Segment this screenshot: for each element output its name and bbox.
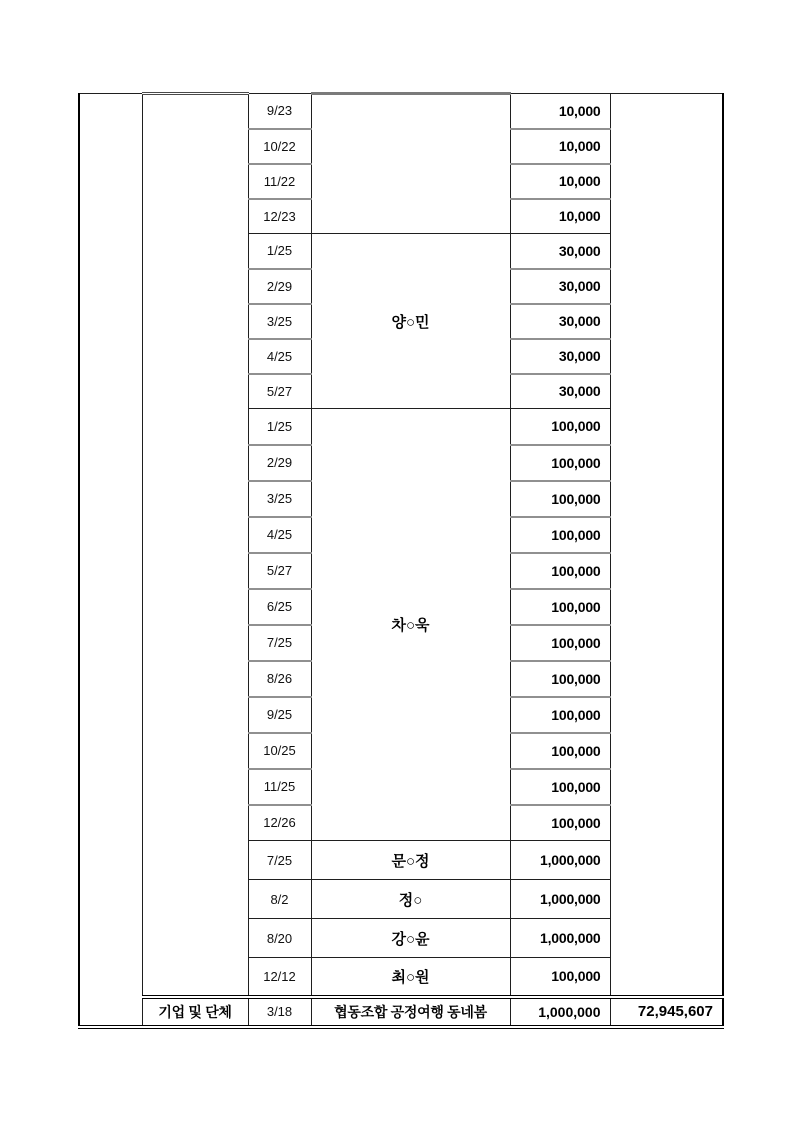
date-cell: 12/26 (248, 805, 311, 841)
amount-cell: 100,000 (510, 805, 610, 841)
footer-date-cell: 3/18 (248, 997, 311, 1027)
amount-cell: 10,000 (510, 94, 610, 129)
donor-name-cell: 최○원 (311, 958, 510, 997)
date-cell: 1/25 (248, 234, 311, 269)
footer-row (79, 997, 723, 1027)
date-cell: 2/29 (248, 269, 311, 304)
amount-cell: 100,000 (510, 445, 610, 481)
date-cell: 9/25 (248, 697, 311, 733)
date-cell: 8/2 (248, 880, 311, 919)
amount-cell: 100,000 (510, 589, 610, 625)
amount-cell: 100,000 (510, 625, 610, 661)
date-cell: 11/22 (248, 164, 311, 199)
footer-donor-name-cell: 협동조합 공정여행 동네봄 (311, 997, 510, 1027)
date-cell: 12/12 (248, 958, 311, 997)
amount-cell: 100,000 (510, 661, 610, 697)
date-cell: 4/25 (248, 517, 311, 553)
amount-cell: 100,000 (510, 481, 610, 517)
donor-name-cell: 문○정 (311, 841, 510, 880)
amount-cell: 30,000 (510, 339, 610, 374)
amount-cell: 30,000 (510, 304, 610, 339)
amount-cell: 100,000 (510, 517, 610, 553)
footer-amount-cell: 1,000,000 (510, 997, 610, 1027)
amount-cell: 1,000,000 (510, 919, 610, 958)
category-empty-cell (142, 94, 248, 997)
amount-cell: 30,000 (510, 374, 610, 409)
date-cell: 1/25 (248, 409, 311, 445)
donor-name-cell: 양○민 (311, 234, 510, 409)
amount-cell: 100,000 (510, 958, 610, 997)
date-cell: 10/25 (248, 733, 311, 769)
date-cell: 11/25 (248, 769, 311, 805)
amount-cell: 30,000 (510, 269, 610, 304)
amount-cell: 100,000 (510, 697, 610, 733)
donation-table-body (79, 94, 723, 1027)
date-cell: 8/26 (248, 661, 311, 697)
date-cell: 5/27 (248, 553, 311, 589)
grand-total-cell: 72,945,607 (610, 997, 723, 1027)
amount-cell: 100,000 (510, 733, 610, 769)
donor-name-cell: 강○윤 (311, 919, 510, 958)
amount-cell: 100,000 (510, 553, 610, 589)
amount-cell: 10,000 (510, 129, 610, 164)
date-cell: 5/27 (248, 374, 311, 409)
amount-cell: 100,000 (510, 769, 610, 805)
donor-category-cell: 기업 및 단체 (142, 997, 248, 1027)
table-row (79, 94, 723, 129)
amount-cell: 10,000 (510, 199, 610, 234)
date-cell: 3/25 (248, 304, 311, 339)
donation-ledger-table (78, 92, 724, 1029)
date-cell: 7/25 (248, 841, 311, 880)
date-cell: 12/23 (248, 199, 311, 234)
date-cell: 2/29 (248, 445, 311, 481)
donor-name-cell (311, 94, 510, 234)
date-cell: 10/22 (248, 129, 311, 164)
left-margin-cell (79, 94, 142, 1027)
amount-cell: 30,000 (510, 234, 610, 269)
amount-cell: 10,000 (510, 164, 610, 199)
date-cell: 7/25 (248, 625, 311, 661)
amount-cell: 1,000,000 (510, 880, 610, 919)
amount-cell: 1,000,000 (510, 841, 610, 880)
donor-name-cell: 차○욱 (311, 409, 510, 841)
total-empty-cell (610, 94, 723, 997)
date-cell: 6/25 (248, 589, 311, 625)
donor-name-cell: 정○ (311, 880, 510, 919)
date-cell: 4/25 (248, 339, 311, 374)
amount-cell: 100,000 (510, 409, 610, 445)
date-cell: 9/23 (248, 94, 311, 129)
date-cell: 3/25 (248, 481, 311, 517)
date-cell: 8/20 (248, 919, 311, 958)
